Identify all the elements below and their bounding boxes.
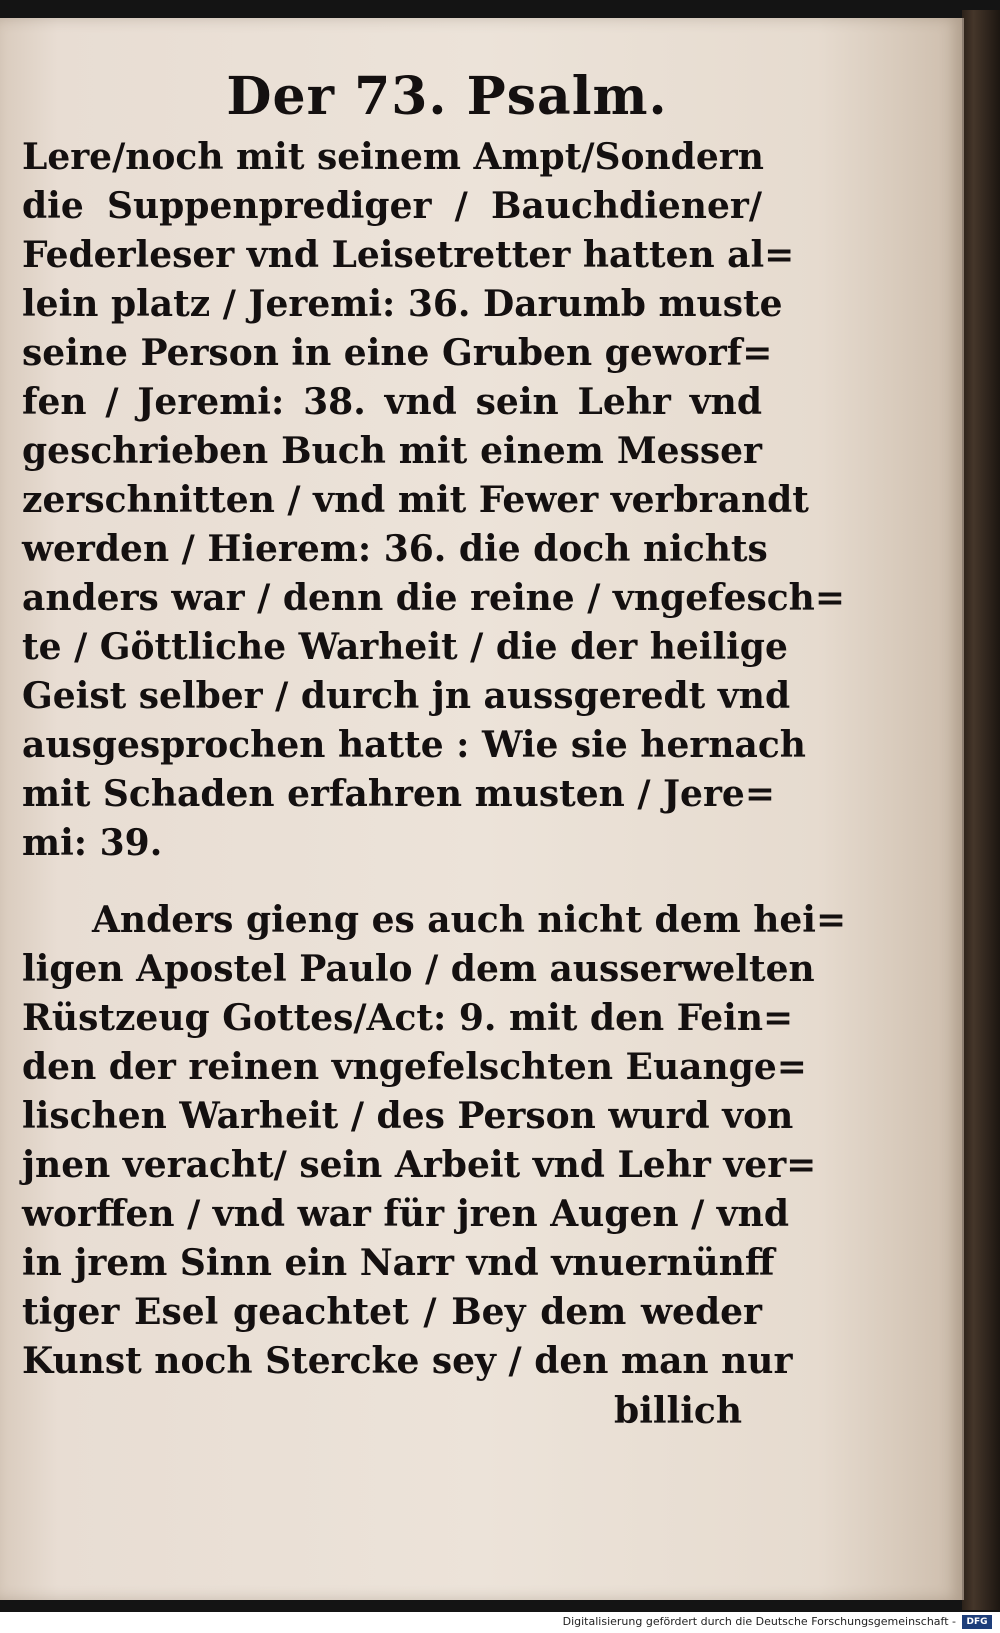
text-line: Federleser vnd Leisetretter hatten al=	[22, 234, 795, 276]
text-line: ligen Apostel Paulo / dem ausserwelten	[22, 948, 815, 990]
catchword: billich	[614, 1390, 742, 1432]
text-line: worffen / vnd war für jren Augen / vnd	[22, 1193, 790, 1235]
paragraph-1	[22, 133, 846, 868]
text-line: anders war / denn die reine / vngefesch=	[22, 577, 846, 619]
page-text	[22, 58, 847, 1432]
text-line: lein platz / Jeremi: 36. Darumb muste	[22, 283, 783, 325]
text-line: Lere/noch mit seinem Ampt/Sondern	[22, 136, 764, 178]
paragraph-2	[22, 896, 847, 1386]
footer-bar	[0, 1612, 1000, 1633]
text-line: Geist selber / durch jn aussgeredt vnd	[22, 675, 791, 717]
book-page	[0, 18, 964, 1600]
text-line: in jrem Sinn ein Narr vnd vnuernünff	[22, 1242, 775, 1284]
text-line: Rüstzeug Gottes/Act: 9. mit den Fein=	[22, 997, 794, 1039]
text-line: geschrieben Buch mit einem Messer	[22, 430, 762, 472]
text-line: tiger Esel geachtet / Bey dem weder	[22, 1291, 762, 1333]
text-line: lischen Warheit / des Person wurd von	[22, 1095, 794, 1137]
text-line: te / Göttliche Warheit / die der heilige	[22, 626, 788, 668]
text-line: die Suppenprediger / Bauchdiener/	[22, 185, 762, 227]
text-line: jnen veracht/ sein Arbeit vnd Lehr ver=	[22, 1144, 817, 1186]
text-line: den der reinen vngefelschten Euange=	[22, 1046, 807, 1088]
dfg-logo-icon: DFG	[962, 1615, 992, 1629]
text-line: ausgesprochen hatte : Wie sie hernach	[22, 724, 806, 766]
book-spine	[962, 10, 1000, 1610]
funding-credit: Digitalisierung gefördert durch die Deutsche Forschungsgemeinschaft -	[562, 1615, 956, 1628]
text-line: Anders gieng es auch nicht dem hei=	[92, 899, 847, 941]
page-title: Der 73. Psalm.	[226, 66, 668, 127]
text-line: seine Person in eine Gruben geworf=	[22, 332, 773, 374]
text-line: Kunst noch Stercke sey / den man nur	[22, 1340, 793, 1382]
text-line: werden / Hierem: 36. die doch nichts	[22, 528, 768, 570]
text-line: fen / Jeremi: 38. vnd sein Lehr vnd	[22, 381, 762, 423]
text-line: mit Schaden erfahren musten / Jere=	[22, 773, 775, 815]
text-line: zerschnitten / vnd mit Fewer verbrandt	[22, 479, 809, 521]
text-line: mi: 39.	[22, 822, 163, 864]
